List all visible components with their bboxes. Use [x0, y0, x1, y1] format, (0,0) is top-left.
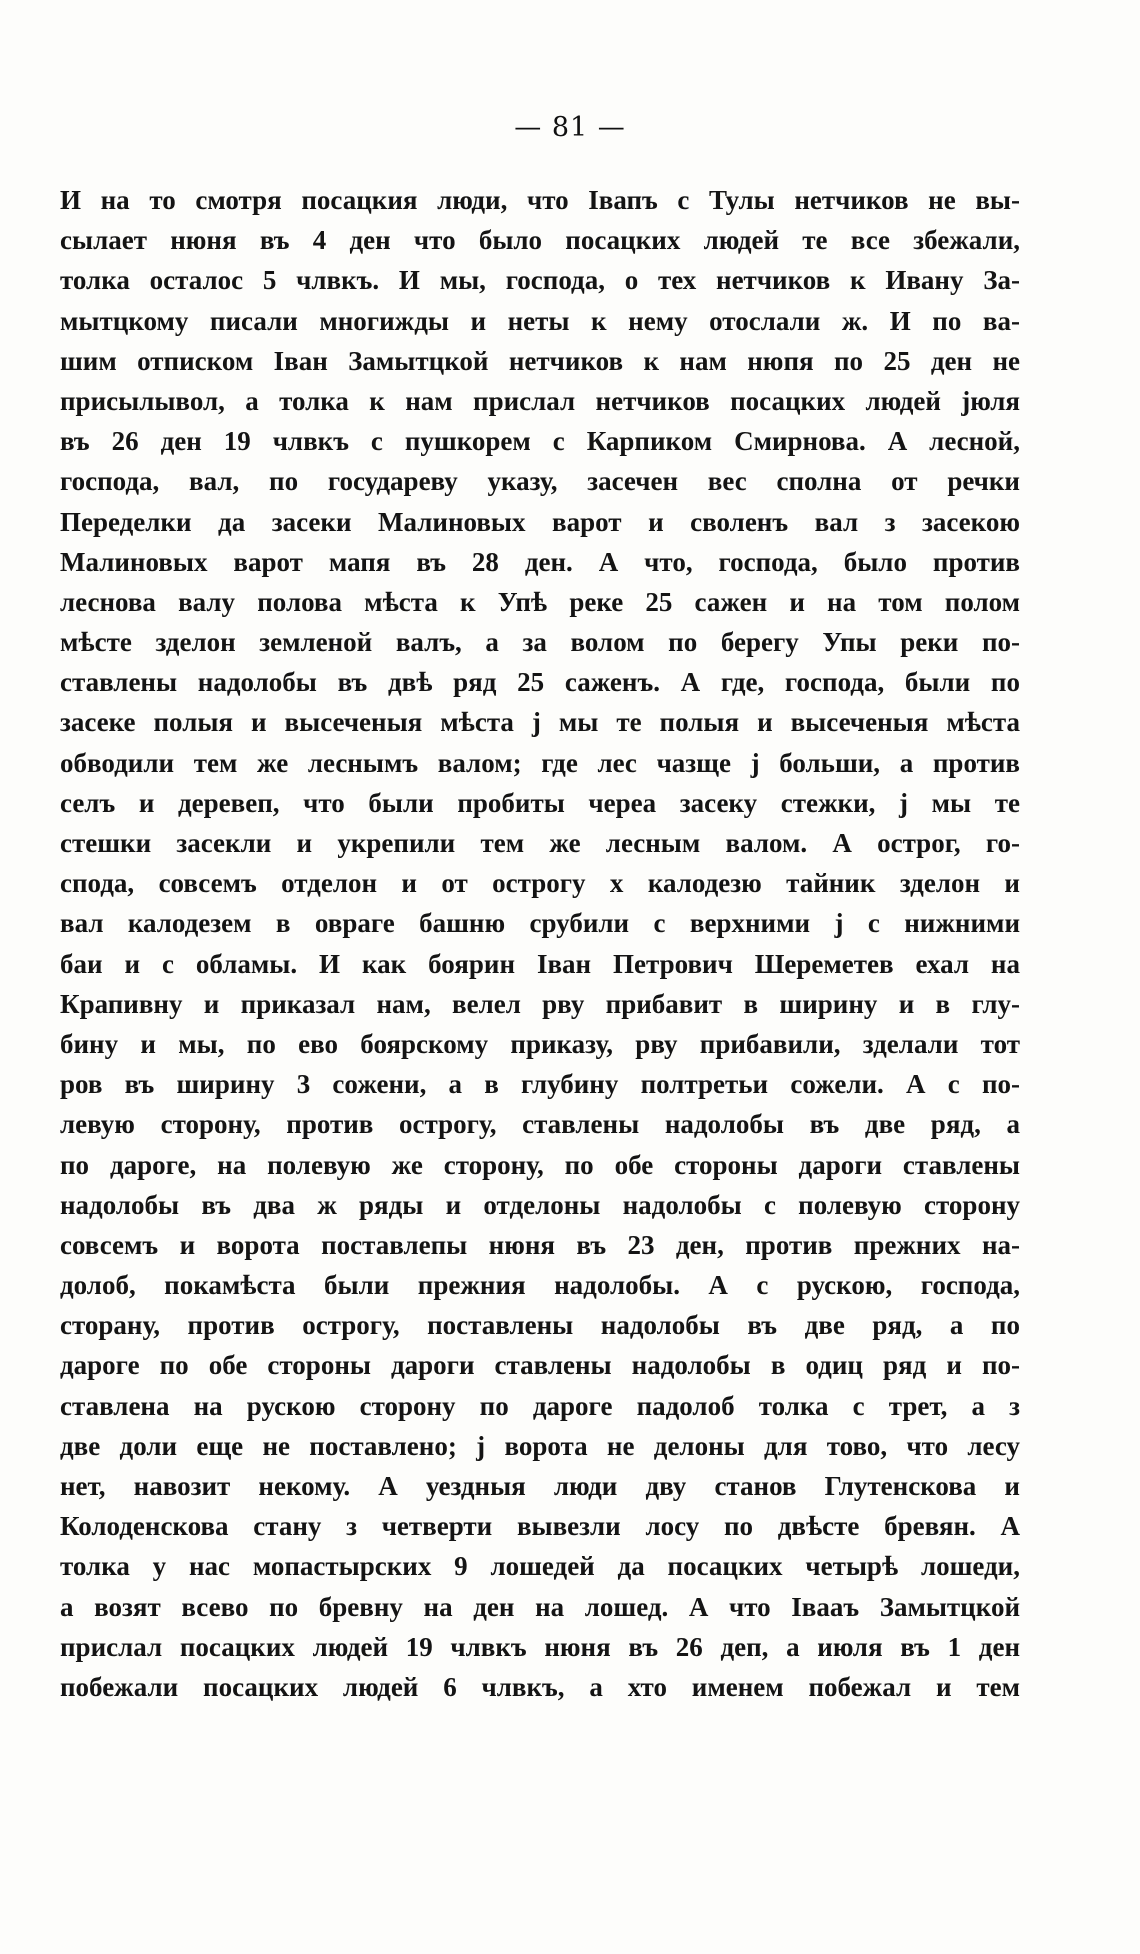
text-line: прислал посацких людей 19 члвкъ нюня въ 26 деп, а июля въ 1 ден: [60, 1631, 1020, 1662]
text-line: обводили тем же леснымъ валом; где лес чазще ј больши, а против: [60, 747, 1020, 778]
text-line: сылает нюня въ 4 ден что было посацких людей те все збежали,: [60, 225, 1020, 256]
text-line: шим отписком Іван Замытцкой нетчиков к нам нюпя по 25 ден не: [60, 345, 1020, 376]
text-line: сторану, против острогу, поставлены надолобы въ две ряд, а по: [60, 1310, 1020, 1341]
text-line: Переделки да засеки Малиновых варот и своленъ вал з засекою: [60, 506, 1020, 537]
text-line: мѣсте зделон земленой валъ, а за волом по берегу Упы реки по-: [60, 627, 1020, 658]
text-line: дароге по обе стороны дароги ставлены надолобы в одиц ряд и по-: [60, 1350, 1020, 1381]
text-line: селъ и деревеп, что были пробиты череа засеку стежки, ј мы те: [60, 787, 1020, 818]
text-line: баи и с обламы. И как боярин Іван Петрович Шереметев ехал на: [60, 948, 1020, 979]
text-line: присылывол, а толка к нам прислал нетчиков посацких людей јюля: [60, 385, 1020, 416]
body-text: [60, 180, 1020, 1707]
text-line: ставлены надолобы въ двѣ ряд 25 саженъ. А где, господа, были по: [60, 667, 1020, 698]
text-line: стешки засекли и укрепили тем же лесным валом. А острог, го-: [60, 828, 1020, 858]
text-line: въ 26 ден 19 члвкъ с пушкорем с Карпиком Смирнова. А лесной,: [60, 426, 1020, 457]
text-line: левую сторону, против острогу, ставлены надолобы въ две ряд, а: [60, 1109, 1020, 1140]
text-line: долоб, покамѣста были прежния надолобы. А с рускою, господа,: [60, 1270, 1020, 1301]
text-line: толка у нас мопастырских 9 лошедей да посацких четырѣ лошеди,: [60, 1551, 1020, 1582]
text-line: надолобы въ два ж ряды и отделоны надолобы с полевую сторону: [60, 1189, 1020, 1220]
text-line: две доли еще не поставлено; ј ворота не делоны для тово, что лесу: [60, 1430, 1020, 1461]
text-line: бину и мы, по ево боярскому приказу, рву прибавили, зделали тот: [60, 1028, 1020, 1059]
text-line: по дароге, на полевую же сторону, по обе стороны дароги ставлены: [60, 1149, 1020, 1180]
text-line: Крапивну и приказал нам, велел рву прибавит в ширину и в глу-: [60, 988, 1020, 1019]
text-line: И на то смотря посацкия люди, что Івапъ с Тулы нетчиков не вы-: [60, 185, 1020, 215]
text-line: толка осталос 5 члвкъ. И мы, господа, о тех нетчиков к Ивану За-: [60, 265, 1020, 296]
text-line: спода, совсемъ отделон и от острогу х калодезю тайник зделон и: [60, 868, 1020, 899]
text-line: совсемъ и ворота поставлепы нюня въ 23 ден, против прежних на-: [60, 1229, 1020, 1260]
text-line: засеке полыя и высеченыя мѣста ј мы те полыя и высеченыя мѣста: [60, 707, 1020, 738]
text-line: Малиновых варот мапя въ 28 ден. А что, господа, было против: [60, 546, 1020, 577]
text-line: ров въ ширину 3 сожени, а в глубину полтретьи сожели. А с по-: [60, 1069, 1020, 1100]
text-line: мытцкому писали многижды и неты к нему отослали ж. И по ва-: [60, 305, 1020, 336]
page-number: — 81 —: [514, 112, 626, 143]
text-line: господа, вал, по государеву указу, засечен вес сполна от речки: [60, 466, 1020, 497]
text-line: нет, навозит некому. А уездныя люди дву станов Глутенскова и: [60, 1471, 1020, 1501]
text-line: ставлена на рускою сторону по дароге падолоб толка с трет, а з: [60, 1390, 1020, 1421]
text-line: вал калодезем в овраге башню срубили с верхними ј с нижними: [60, 908, 1020, 939]
text-line: побежали посацких людей 6 члвкъ, а хто именем побежал и тем: [60, 1671, 1020, 1702]
text-line: а возят всево по бревну на ден на лошед. А что Івааъ Замытцкой: [60, 1591, 1020, 1622]
text-line: леснова валу полова мѣста к Упѣ реке 25 сажен и на том полом: [60, 586, 1020, 617]
text-line: Колоденскова стану з четверти вывезли лосу по двѣсте бревян. А: [60, 1511, 1020, 1542]
